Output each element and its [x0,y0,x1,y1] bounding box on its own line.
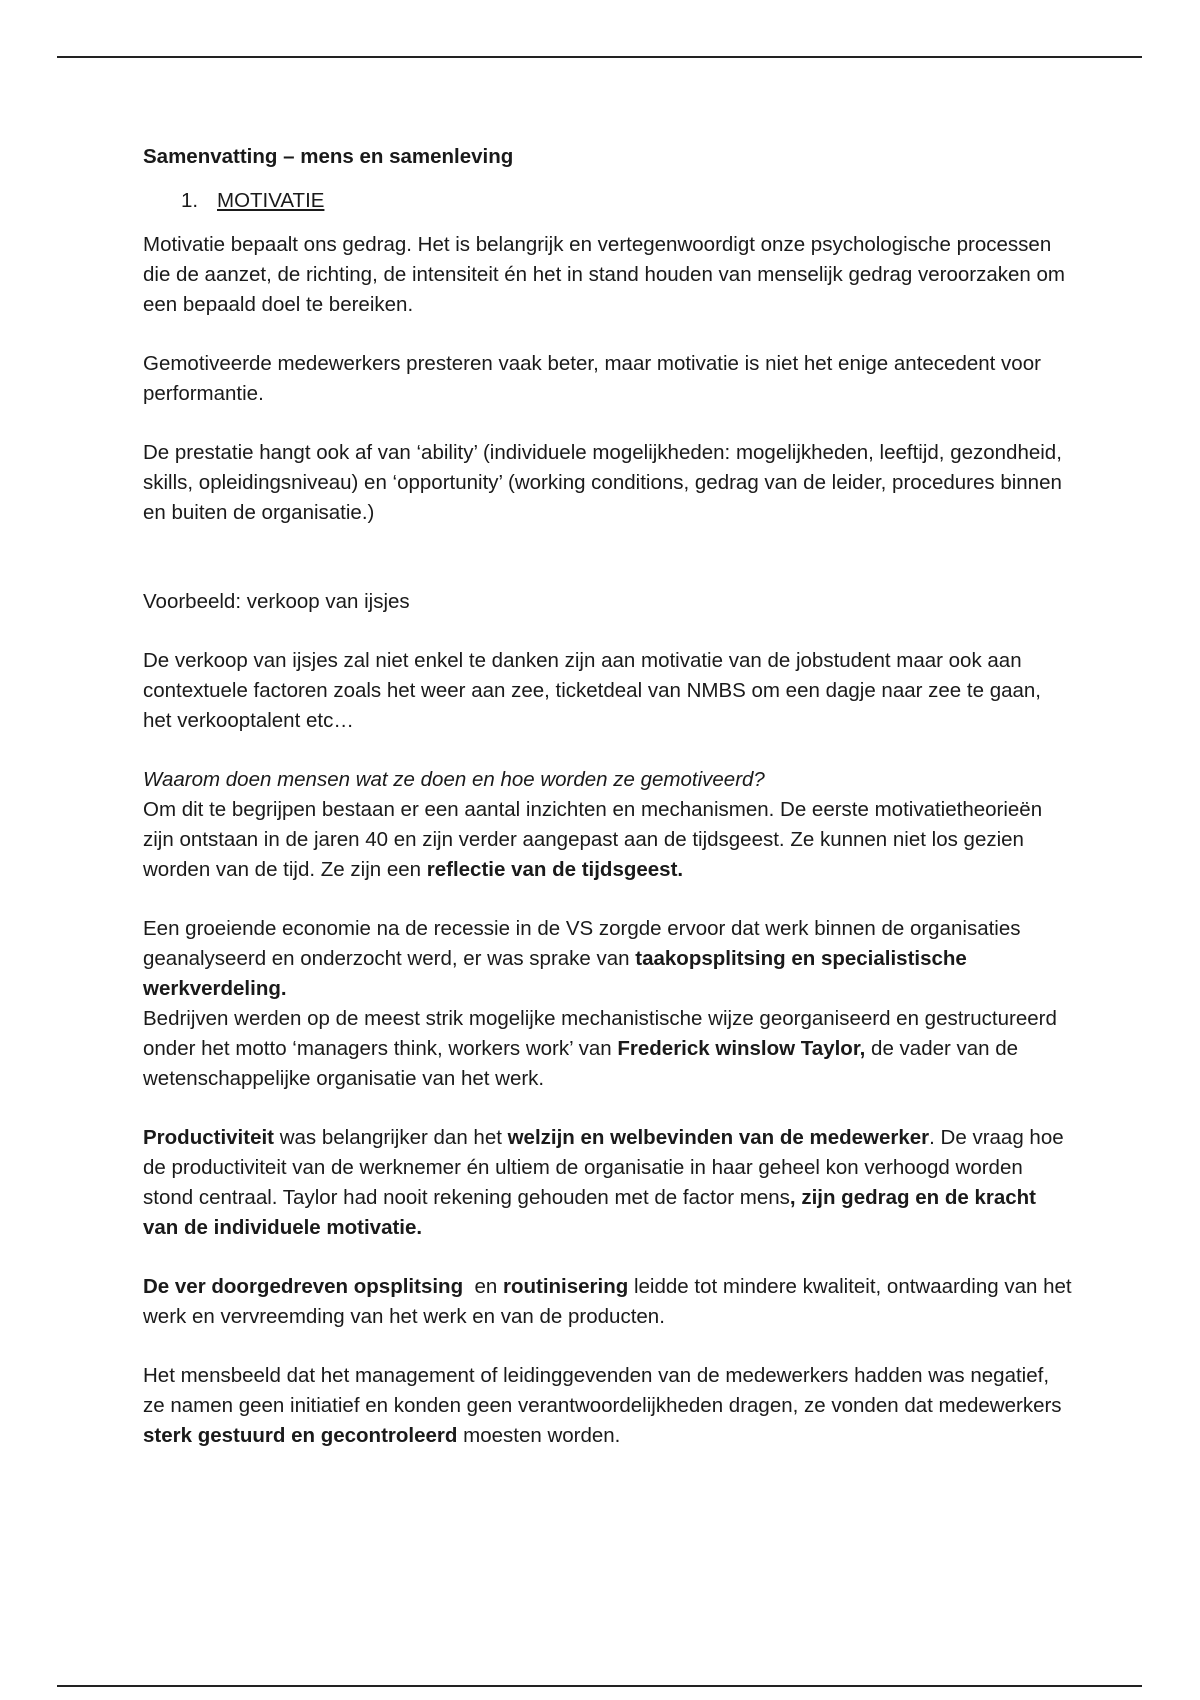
bold-run: , zijn gedrag en de kracht van de individuele motivatie. [143,1186,1036,1239]
document-body [143,142,1073,1480]
footer-rule [57,1685,1142,1687]
bold-run: taakopsplitsing en specialistische werkverdeling. [143,947,967,1000]
text-run: Bedrijven werden op de meest strik mogelijke mechanistische wijze georganiseerd en gestructureerd onder het motto ‘managers think, workers work’ van [143,1007,1057,1060]
bold-run: welzijn en welbevinden van de medewerker [507,1126,930,1149]
paragraph-economie [143,914,1073,1004]
bold-run: routinisering [502,1275,629,1298]
document-title: Samenvatting – mens en samenleving [143,145,514,168]
text-run: en [463,1275,503,1298]
bold-run: Frederick winslow Taylor, [617,1037,866,1060]
text-run: . De vraag hoe de productiviteit van de werknemer én ultiem de organisatie in haar geheel kon verhoogd worden stond centraal. Taylor had nooit rekening gehouden met de factor mens [143,1126,1064,1209]
paragraph-opsplitsing [143,1272,1073,1332]
text-run: de vader van de wetenschappelijke organisatie van het werk. [143,1037,1019,1090]
text-run: Een groeiende economie na de recessie in de VS zorgde ervoor dat werk binnen de organisaties geanalyseerd en onderzocht werd, er was sprake van [143,917,1021,970]
bold-run: Productiviteit [143,1126,274,1149]
bold-run: reflectie van de tijdsgeest. [426,858,684,881]
paragraph-prestatie: De prestatie hangt ook af van ‘ability’ (individuele mogelijkheden: mogelijkheden, leeftijd, gezondheid, skills, opleidingsniveau) en ‘opportunity’ (working conditions, gedrag van de leider, procedures binnen en buiten de organisatie.) [143,441,1062,524]
paragraph-gemotiveerde-medewerkers: Gemotiveerde medewerkers presteren vaak beter, maar motivatie is niet het enige antecedent voor performantie. [143,352,1041,405]
paragraph-motivatie-definitie: Motivatie bepaalt ons gedrag. Het is belangrijk en vertegenwoordigt onze psychologische processen die de aanzet, de richting, de intensiteit én het in stand houden van menselijk gedrag veroorzaken om een bepaald doel te bereiken. [143,233,1065,316]
section-heading [143,186,1073,216]
text-run: Om dit te begrijpen bestaan er een aantal inzichten en mechanismen. De eerste motivatietheorieën zijn ontstaan in de jaren 40 en zijn verder aangepast aan de tijdsgeest. Ze kunnen niet los gezien worden van de tijd. Ze zijn een [143,798,1043,881]
paragraph-verkoop-ijsjes: De verkoop van ijsjes zal niet enkel te danken zijn aan motivatie van de jobstudent maar ook aan contextuele factoren zoals het weer aan zee, ticketdeal van NMBS om een dagje naar zee te gaan, het verkooptalent etc… [143,649,1041,732]
bold-run: sterk gestuurd en gecontroleerd [143,1424,458,1447]
text-run: was belangrijker dan het [274,1126,508,1149]
paragraph-mensbeeld [143,1361,1073,1451]
paragraph-voorbeeld: Voorbeeld: verkoop van ijsjes [143,590,410,613]
text-run: Het mensbeeld dat het management of leidinggevenden van de medewerkers hadden was negatief, ze namen geen initiatief en konden geen verantwoordelijkheden dragen, ze vonden dat medewerkers [143,1364,1062,1417]
section-number: 1. [181,189,199,212]
section-label: MOTIVATIE [217,189,325,212]
paragraph-tijdsgeest [143,795,1073,885]
header-rule [57,56,1142,58]
paragraph-productiviteit [143,1123,1073,1243]
paragraph-question: Waarom doen mensen wat ze doen en hoe worden ze gemotiveerd? [143,768,765,791]
bold-run: De ver doorgedreven opsplitsing [143,1275,464,1298]
text-run: moesten worden. [457,1424,621,1447]
text-run: leidde tot mindere kwaliteit, ontwaarding van het werk en vervreemding van het werk en van de producten. [143,1275,1072,1328]
paragraph-taylor [143,1004,1073,1094]
